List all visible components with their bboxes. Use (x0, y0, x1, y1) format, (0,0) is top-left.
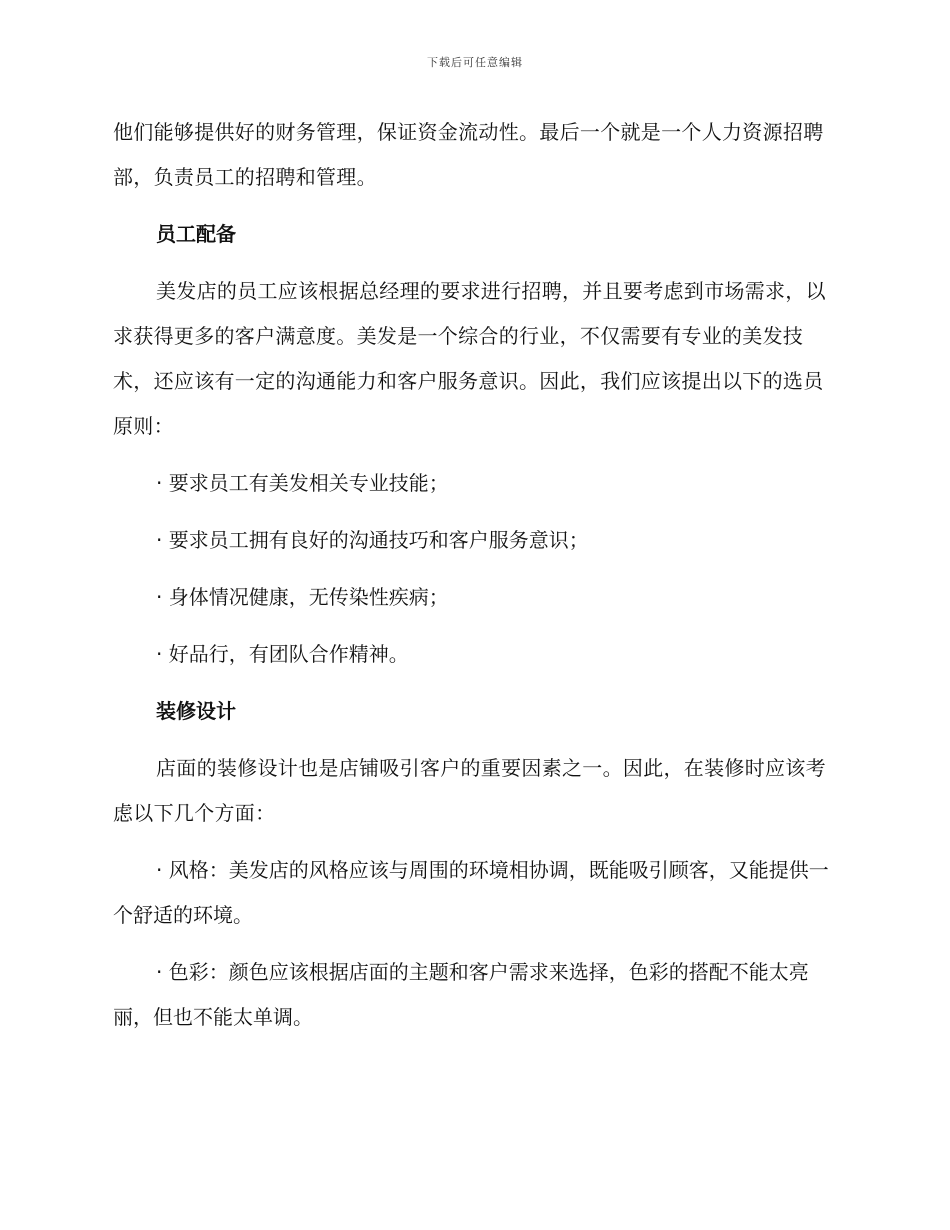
list-item: · 身体情况健康，无传染性疾病； (156, 585, 449, 609)
paragraph-staffing: 美发店的员工应该根据总经理的要求进行招聘，并且要考虑到市场需求，以求获得更多的客户满意度。美发是一个综合的行业，不仅需要有专业的美发技术，还应该有一定的沟通能力和客户服务意识。因此，我们应该提出以下的选员原则： (113, 279, 826, 438)
section-heading-staffing: 员工配备 (156, 222, 236, 246)
paragraph-decoration: 店面的装修设计也是店铺吸引客户的重要因素之一。因此，在装修时应该考虑以下几个方面： (113, 756, 826, 825)
paragraph-finance-hr: 他们能够提供好的财务管理，保证资金流动性。最后一个就是一个人力资源招聘部，负责员工的招聘和管理。 (113, 120, 824, 189)
list-item: · 风格：美发店的风格应该与周围的环境相协调，既能吸引顾客，又能提供一个舒适的环境。 (113, 858, 829, 927)
section-heading-decoration: 装修设计 (156, 699, 236, 723)
header-note: 下载后可任意编辑 (427, 56, 523, 69)
list-item: · 要求员工拥有良好的沟通技巧和客户服务意识； (156, 528, 589, 552)
list-item: · 要求员工有美发相关专业技能； (156, 471, 449, 495)
list-item: · 好品行，有团队合作精神。 (156, 642, 409, 666)
list-item: · 色彩：颜色应该根据店面的主题和客户需求来选择，色彩的搭配不能太亮丽，但也不能太单调。 (113, 960, 809, 1029)
document-body (113, 110, 833, 1052)
